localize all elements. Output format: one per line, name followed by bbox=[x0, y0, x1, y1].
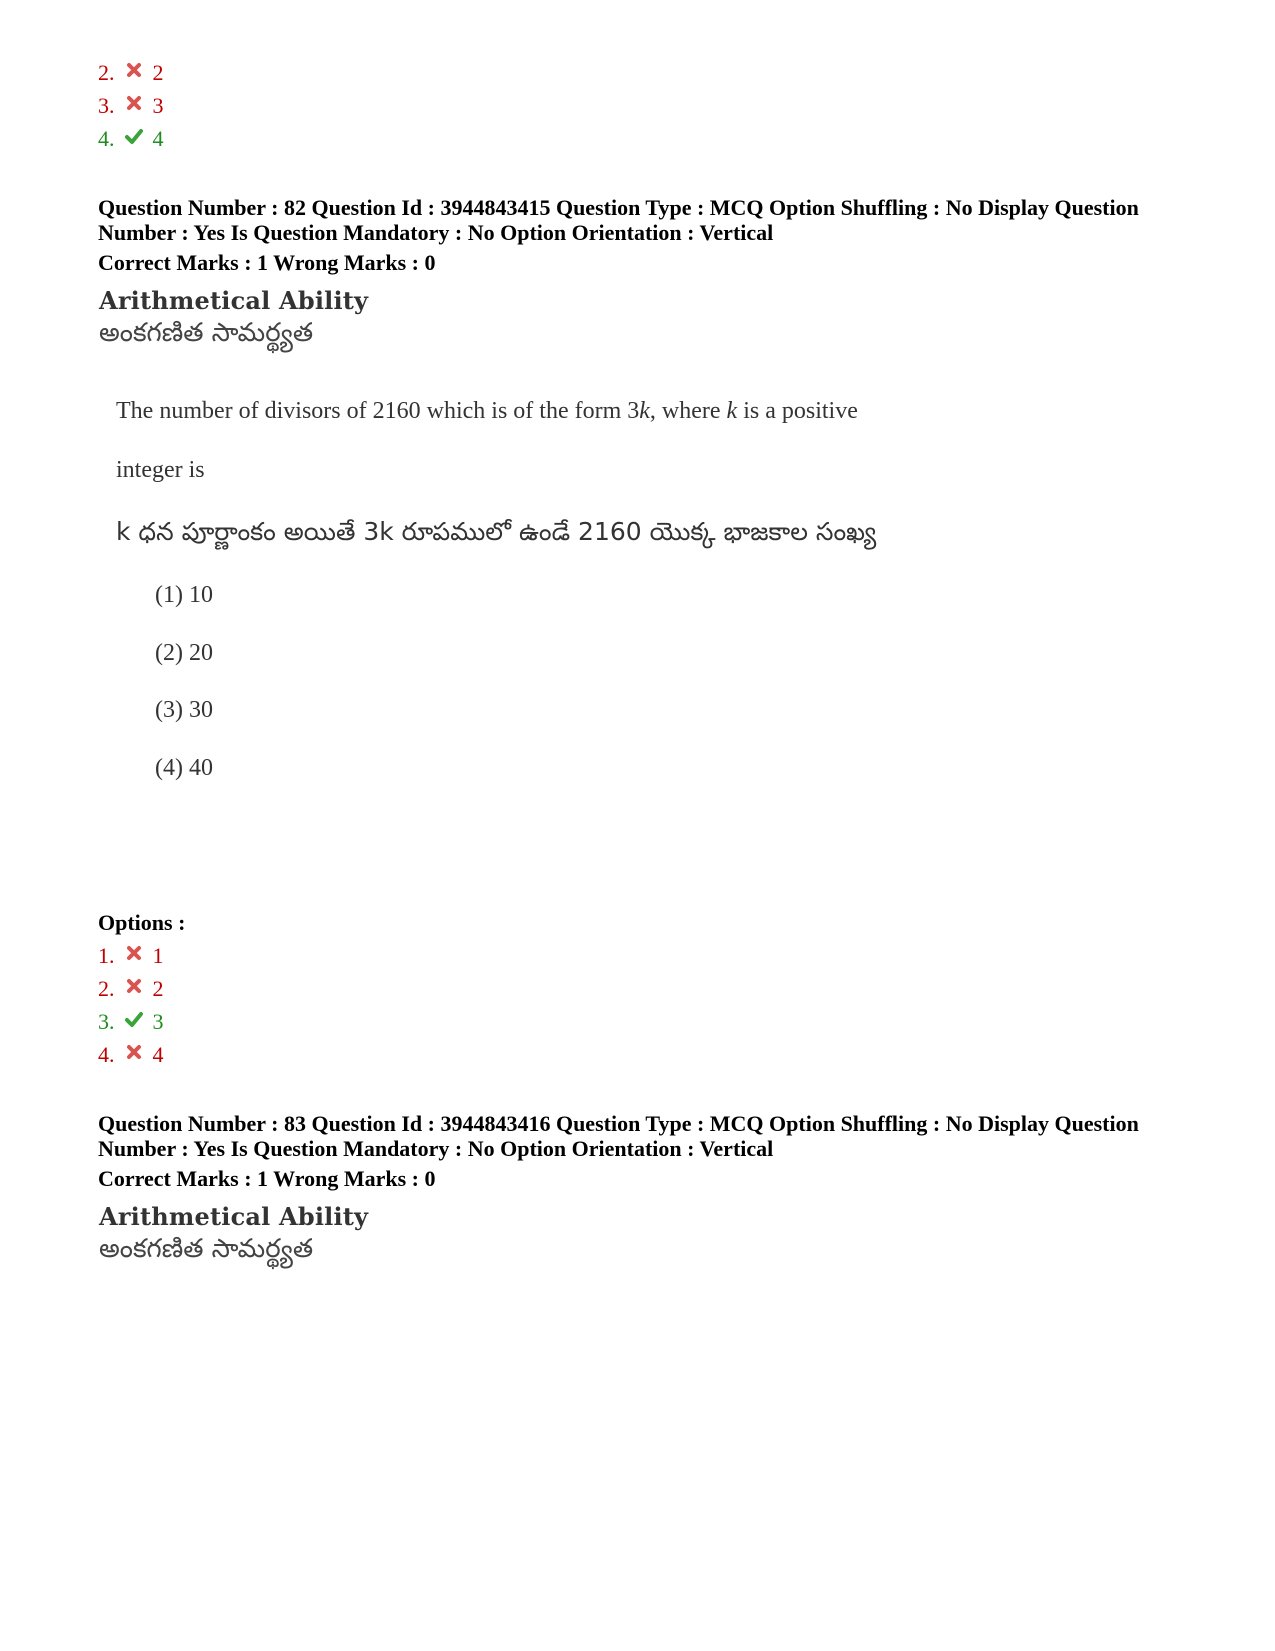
cross-icon bbox=[125, 977, 143, 995]
cross-icon bbox=[125, 61, 143, 79]
option-value: 4 bbox=[152, 1042, 164, 1067]
question-82-choice-2: (2) 20 bbox=[155, 640, 213, 666]
question-83-subject: Arithmetical Ability bbox=[99, 1202, 369, 1231]
q82-option-1 bbox=[98, 943, 164, 969]
question-82-text-line1 bbox=[116, 398, 858, 425]
option-value: 4 bbox=[152, 126, 164, 151]
question-82-text-telugu: k ధన పూర్ణాంకం అయితే 3k రూపములో ఉండే 2160 యొక్క భాజకాల సంఖ్య bbox=[116, 517, 877, 546]
prev-option-2 bbox=[98, 60, 164, 86]
q82-option-4 bbox=[98, 1042, 164, 1068]
option-number: 2. bbox=[98, 60, 115, 85]
q82-option-3 bbox=[98, 1009, 164, 1035]
q82-option-2 bbox=[98, 976, 164, 1002]
question-83-meta-line2: Number : Yes Is Question Mandatory : No Option Orientation : Vertical bbox=[98, 1136, 774, 1161]
question-82-choice-3: (3) 30 bbox=[155, 697, 213, 723]
check-icon bbox=[125, 127, 143, 145]
option-number: 1. bbox=[98, 943, 115, 968]
cross-icon bbox=[125, 1043, 143, 1061]
option-number: 4. bbox=[98, 1042, 115, 1067]
prev-option-3 bbox=[98, 93, 164, 119]
question-83-meta-line1: Question Number : 83 Question Id : 3944843416 Question Type : MCQ Option Shuffling : No Display Question bbox=[98, 1111, 1139, 1136]
prev-option-4 bbox=[98, 126, 164, 152]
question-82-choice-4: (4) 40 bbox=[155, 755, 213, 781]
option-value: 1 bbox=[152, 943, 164, 968]
option-value: 3 bbox=[152, 93, 164, 118]
option-number: 4. bbox=[98, 126, 115, 151]
question-82-subject: Arithmetical Ability bbox=[99, 286, 369, 315]
cross-icon bbox=[125, 944, 143, 962]
check-icon bbox=[125, 1010, 143, 1028]
question-text-part: , where bbox=[649, 398, 727, 424]
question-82-subject-telugu: అంకగణిత సామర్థ్యత bbox=[99, 318, 314, 348]
option-number: 3. bbox=[98, 93, 115, 118]
question-82-text-line2: integer is bbox=[116, 457, 205, 483]
variable-k: k bbox=[639, 398, 650, 424]
question-83-marks: Correct Marks : 1 Wrong Marks : 0 bbox=[98, 1166, 436, 1191]
question-text-part: The number of divisors of 2160 which is of the form 3 bbox=[116, 398, 640, 424]
question-82-options-label: Options : bbox=[98, 910, 186, 935]
question-82-marks: Correct Marks : 1 Wrong Marks : 0 bbox=[98, 250, 436, 275]
option-value: 2 bbox=[152, 976, 164, 1001]
question-82-meta-line2: Number : Yes Is Question Mandatory : No Option Orientation : Vertical bbox=[98, 220, 774, 245]
question-82-meta-line1: Question Number : 82 Question Id : 3944843415 Question Type : MCQ Option Shuffling : No Display Question bbox=[98, 195, 1139, 220]
variable-k: k bbox=[726, 398, 738, 424]
cross-icon bbox=[125, 94, 143, 112]
option-number: 2. bbox=[98, 976, 115, 1001]
option-number: 3. bbox=[98, 1009, 115, 1034]
question-83-subject-telugu: అంకగణిత సామర్థ్యత bbox=[99, 1234, 314, 1264]
question-text-part: is a positive bbox=[737, 398, 858, 424]
question-82-choice-1: (1) 10 bbox=[155, 582, 213, 608]
option-value: 2 bbox=[152, 60, 164, 85]
option-value: 3 bbox=[152, 1009, 164, 1034]
